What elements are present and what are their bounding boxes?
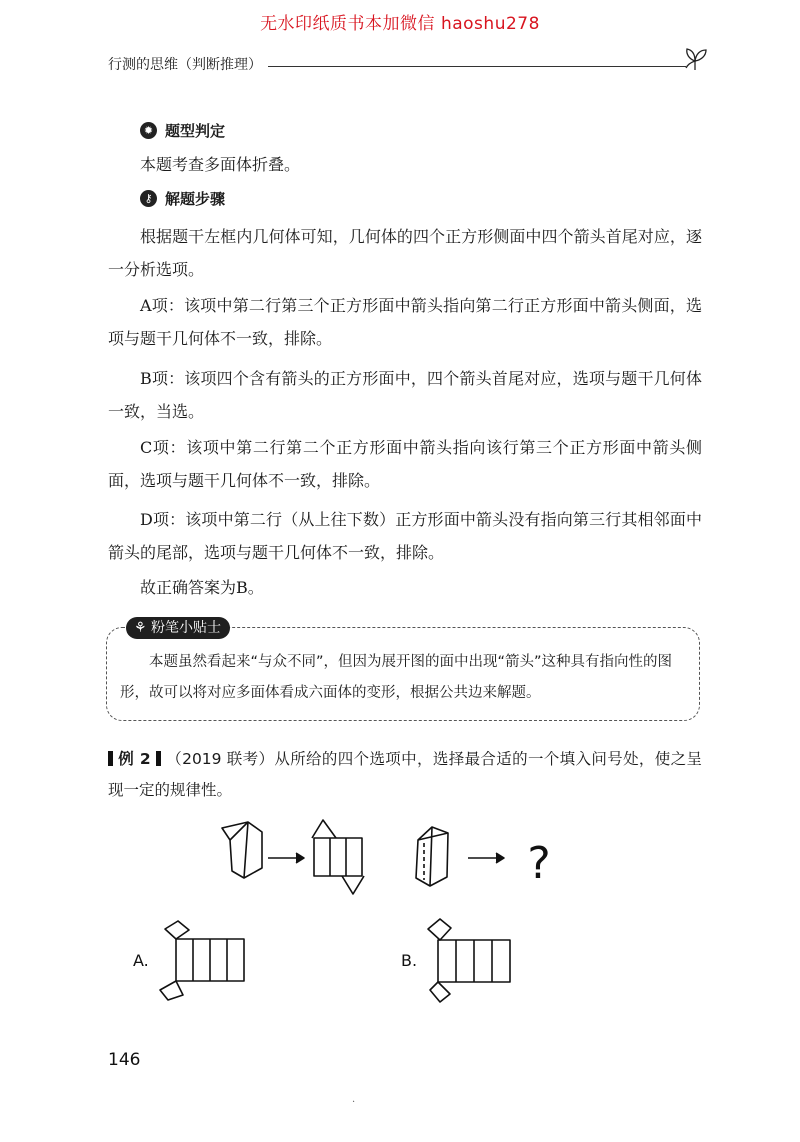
arrow-right-icon — [268, 853, 304, 863]
steps-intro: 根据题干左框内几何体可知，几何体的四个正方形侧面中四个箭头首尾对应，逐一分析选项。 — [108, 227, 702, 279]
watermark-text: 无水印纸质书本加微信 haoshu278 — [260, 14, 540, 34]
option-b-label: B. — [401, 951, 418, 970]
gear-icon: ✹ — [140, 122, 157, 139]
option-a-net — [160, 921, 244, 1000]
example-text: （2019 联考）从所给的四个选项中，选择最合适的一个填入问号处，使之呈现一定的规律性。 — [108, 750, 702, 799]
option-a-label: A. — [133, 951, 149, 970]
example-label: 例 2 — [118, 750, 151, 768]
steps-option-d: D项：该项中第二行（从上往下数）正方形面中箭头没有指向第三行其相邻面中箭头的尾部，选项与题干几何体不一致，排除。 — [108, 510, 702, 562]
sprout-small-icon: ⚘ — [134, 620, 152, 636]
section-type-body: 本题考查多面体折叠。 — [140, 155, 301, 174]
steps-option-c: C项：该项中第二行第二个正方形面中箭头指向该行第三个正方形面中箭头侧面，选项与题干几何体不一致，排除。 — [108, 438, 702, 490]
net-1 — [312, 820, 364, 894]
steps-option-b: B项：该项四个含有箭头的正方形面中，四个箭头首尾对应，选项与题干几何体一致，当选。 — [108, 369, 702, 421]
running-head: 行测的思维（判断推理） — [108, 57, 262, 73]
page-number: 146 — [108, 1050, 141, 1070]
margin-mark: · — [352, 1097, 356, 1108]
option-b-net — [428, 919, 510, 1002]
key-icon: ⚷ — [140, 190, 157, 207]
tip-text: 本题虽然看起来“与众不同”，但因为展开图的面中出现“箭头”这种具有指向性的图形，故可以将对应多面体看成六面体的变形，根据公共边来解题。 — [120, 654, 673, 701]
prism-middle — [416, 827, 448, 886]
section-type-title: 题型判定 — [165, 122, 226, 140]
prism-left — [222, 822, 262, 878]
question-mark: ? — [527, 838, 551, 889]
steps-option-a: A项：该项中第二行第三个正方形面中箭头指向第二行正方形面中箭头侧面，选项与题干几何体不一致，排除。 — [108, 296, 702, 348]
steps-conclusion: 故正确答案为B。 — [140, 578, 264, 597]
section-steps-title: 解题步骤 — [165, 190, 226, 208]
tip-label: ⚘ 粉笔小贴士 — [126, 617, 230, 639]
arrow-right-icon-2 — [468, 853, 504, 863]
